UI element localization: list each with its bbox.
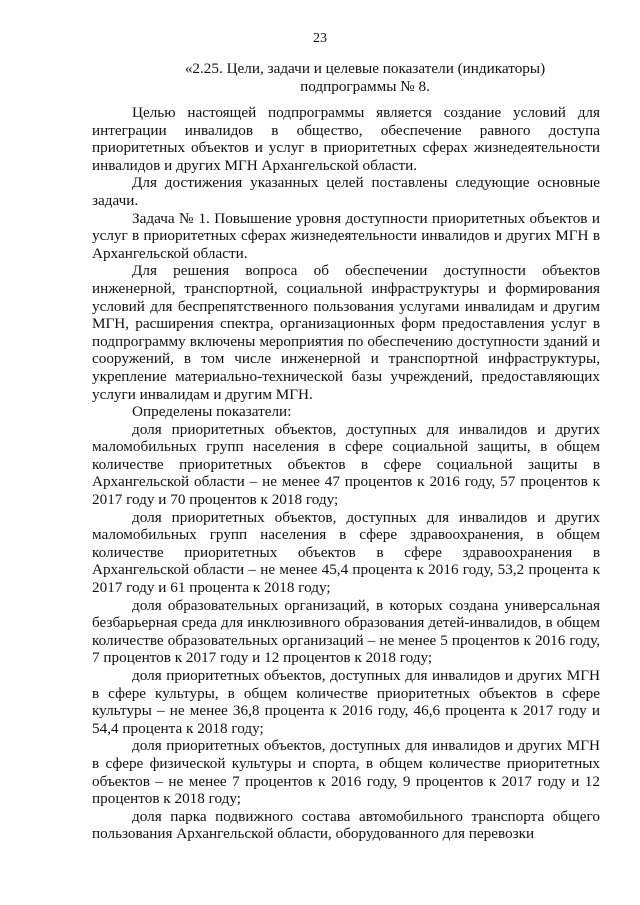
heading-line-1: «2.25. Цели, задачи и целевые показатели (индикаторы) [184,60,546,77]
indicator-sport: доля приоритетных объектов, доступных для инвалидов и других МГН в сфере физической культуры и спорта, в общем количестве приоритетных объектов – не менее 7 процентов к 2016 году, 9 процентов к 2017 году и 12 процентов к 2018 году; [92,737,600,808]
indicator-culture: доля приоритетных объектов, доступных для инвалидов и других МГН в сфере культуры, в общем количестве приоритетных объектов в сфере культуры – не менее 36,8 процента к 2016 году, 46,6 процента к 2017 году и 54,4 процента к 2018 году; [92,667,600,737]
paragraph-goal: Целью настоящей подпрограммы является создание условий для интеграции инвалидов в общество, обеспечение равного доступа приоритетных объектов и услуг в приоритетных сферах жизнедеятельности инвалидов и других МГН Архангельской области. [92,104,600,174]
paragraph-measures: Для решения вопроса об обеспечении доступности объектов инженерной, транспортной, социальной инфраструктуры и формирования условий для беспрепятственного пользования услугами инвалидам и другим МГН, расширения спектра, организационных форм предоставления услуг в подпрограмму включены мероприятия по обеспечению доступности зданий и сооружений, в том числе инженерной и транспортной инфраструктуры, укрепление материально-технической базы учреждений, предоставляющих услуги инвалидам и другим МГН. [92,262,600,403]
document-body [92,104,600,843]
indicator-education: доля образовательных организаций, в которых создана универсальная безбарьерная среда для инклюзивного образования детей-инвалидов, в общем количестве образовательных организаций – не менее 5 процентов к 2016 году, 7 процентов к 2017 году и 12 процентов к 2018 году; [92,596,600,667]
page-number: 23 [313,31,327,46]
indicator-social-protection: доля приоритетных объектов, доступных для инвалидов и других маломобильных групп населения в сфере социальной защиты, в общем количестве приоритетных объектов в сфере социальной защиты в Архангельской области – не менее 47 процентов к 2016 году, 57 процентов к 2017 году и 70 процентов к 2018 году; [92,420,600,509]
paragraph-tasks-intro: Для достижения указанных целей поставлены следующие основные задачи. [92,174,600,209]
paragraph-task-1: Задача № 1. Повышение уровня доступности приоритетных объектов и услуг в приоритетных сферах жизнедеятельности инвалидов и других МГН в Архангельской области. [92,209,600,262]
paragraph-indicators-intro: Определены показатели: [132,403,292,421]
indicator-transport: доля парка подвижного состава автомобильного транспорта общего пользования Архангельской области, оборудованного для перевозки [92,807,600,843]
indicator-healthcare: доля приоритетных объектов, доступных для инвалидов и других маломобильных групп населения в сфере здравоохранения, в общем количестве приоритетных объектов в сфере здравоохранения в Архангельской области – не менее 45,4 процента к 2016 году, 53,2 процента к 2017 году и 61 процента к 2018 году; [92,508,600,597]
section-heading [150,60,580,96]
heading-line-2: подпрограммы № 8. [300,78,430,95]
